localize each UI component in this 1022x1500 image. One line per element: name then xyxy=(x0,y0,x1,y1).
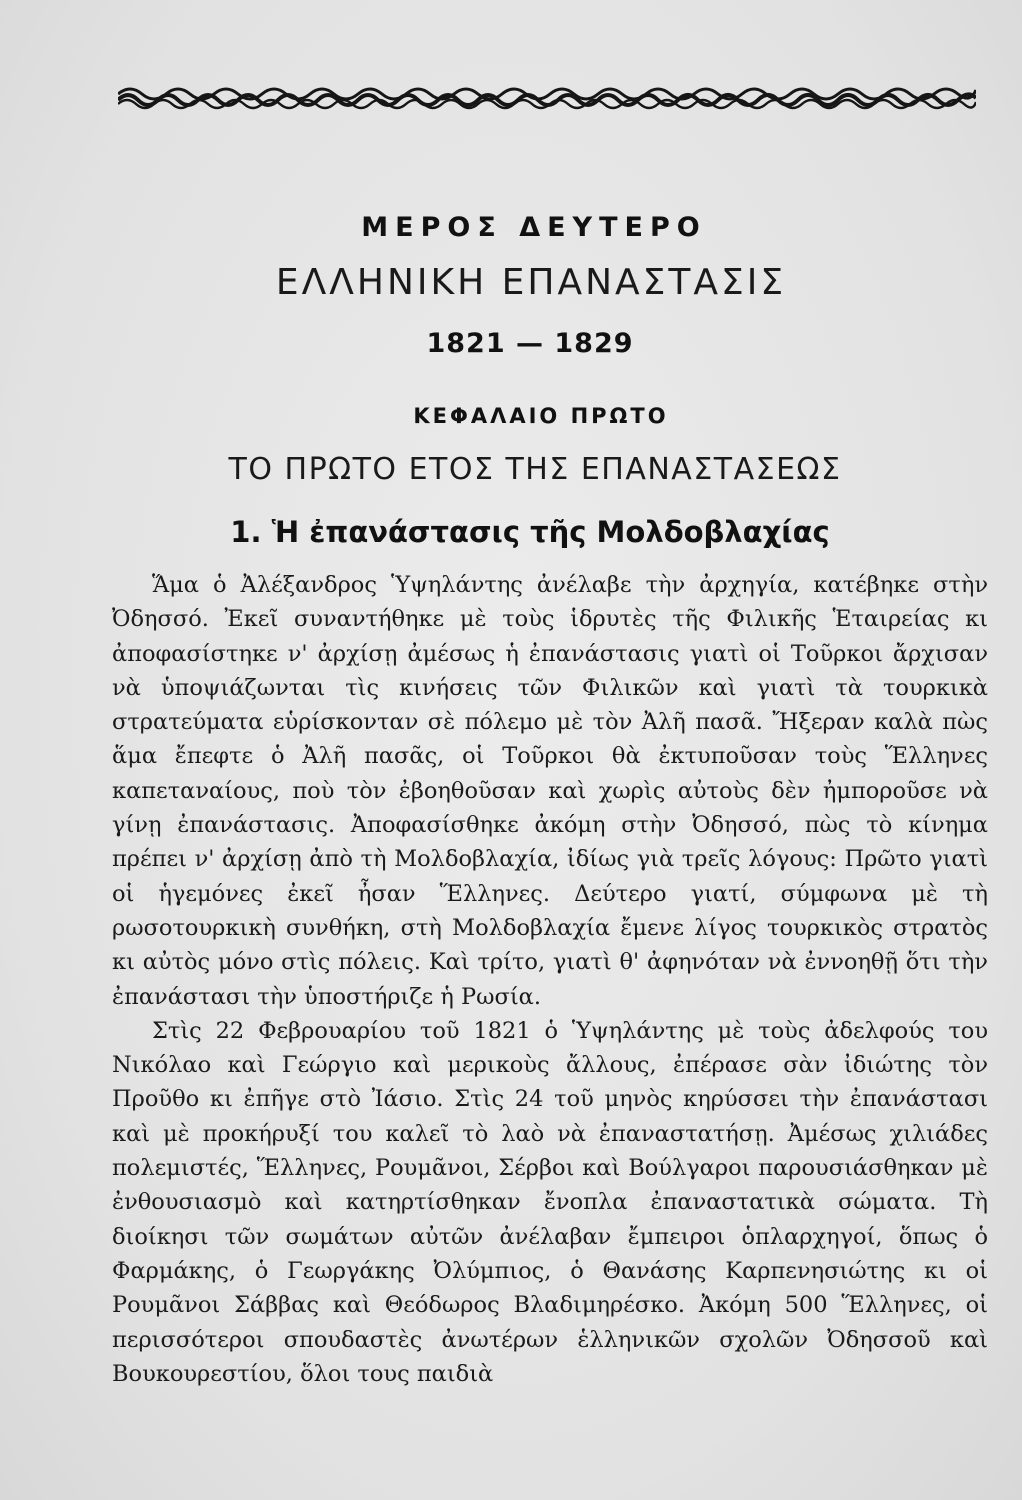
wavy-line-ornament xyxy=(118,76,976,110)
paragraph-1: Ἅμα ὁ Ἀλέξανδρος Ὑψηλάντης ἀνέλαβε τὴν ἀρχηγία, κατέβηκε στὴν Ὀδησσό. Ἐκεῖ συναντήθηκε μὲ τοὺς ἱδρυτὲς τῆς Φιλικῆς Ἑταιρείας κι ἀποφασίστηκε ν' ἀρχίσῃ ἀμέσως ἡ ἐπανάστασις γιατὶ οἱ Τοῦρκοι ἄρχισαν νὰ ὑποψιάζωνται τὶς κινήσεις τῶν Φιλικῶν καὶ γιατὶ τὰ τουρκικὰ στρατεύματα εὑρίσκονταν σὲ πόλεμο μὲ τὸν Ἀλῆ πασᾶ. Ἤξεραν καλὰ πὼς ἅμα ἔπεφτε ὁ Ἀλῆ πασᾶς, οἱ Τοῦρκοι θὰ ἐκτυποῦσαν τοὺς Ἕλληνες καπεταναίους, ποὺ τὸν ἐβοηθοῦσαν καὶ χωρὶς αὐτοὺς δὲν ἠμποροῦσε νὰ γίνῃ ἐπανάστασις. Ἀποφασίσθηκε ἀκόμη στὴν Ὀδησσό, πὼς τὸ κίνημα πρέπει ν' ἀρχίσῃ ἀπὸ τὴ Μολδοβλαχία, ἰδίως γιὰ τρεῖς λόγους: Πρῶτο γιατὶ οἱ ἡγεμόνες ἐκεῖ ἦσαν Ἕλληνες. Δεύτερο γιατί, σύμφωνα μὲ τὴ ρωσοτουρκικὴ συνθήκη, στὴ Μολδοβλαχία ἔμενε λίγος τουρκικὸς στρατὸς κι αὐτὸς μόνο στὶς πόλεις. Καὶ τρίτο, γιατὶ θ' ἀφηνόταν νὰ ἐννοηθῇ ὅτι τὴν ἐπανάστασι τὴν ὑποστήριζε ἡ Ρωσία. xyxy=(112,572,988,1010)
years-range: 1821 — 1829 xyxy=(426,328,634,359)
part-title: ΜΕΡΟΣ ΔΕΥΤΕΡΟ xyxy=(361,212,707,243)
body-text xyxy=(112,568,988,1391)
section-title: 1. Ἡ ἐπανάστασις τῆς Μολδοβλαχίας xyxy=(230,515,830,549)
main-title: ΕΛΛΗΝΙΚΗ ΕΠΑΝΑΣΤΑΣΙΣ xyxy=(275,262,787,303)
paragraph-2: Στὶς 22 Φεβρουαρίου τοῦ 1821 ὁ Ὑψηλάντης μὲ τοὺς ἀδελφούς του Νικόλαο καὶ Γεώργιο καὶ μερικοὺς ἄλλους, ἐπέρασε σὰν ἰδιώτης τὸν Προῦθο κι ἐπῆγε στὸ Ἰάσιο. Στὶς 24 τοῦ μηνὸς κηρύσσει τὴν ἐπανάστασι καὶ μὲ προκήρυξί του καλεῖ τὸ λαὸ νὰ ἐπαναστατήσῃ. Ἀμέσως χιλιάδες πολεμιστές, Ἕλληνες, Ρουμᾶνοι, Σέρβοι καὶ Βούλγαροι παρουσιάσθηκαν μὲ ἐνθουσιασμὸ καὶ κατηρτίσθηκαν ἔνοπλα ἐπαναστατικὰ σώματα. Τὴ διοίκησι τῶν σωμάτων αὐτῶν ἀνέλαβαν ἔμπειροι ὁπλαρχηγοί, ὅπως ὁ Φαρμάκης, ὁ Γεωργάκης Ὀλύμπιος, ὁ Θανάσης Καρπενησιώτης κι οἱ Ρουμᾶνοι Σάββας καὶ Θεόδωρος Βλαδιμηρέσκο. Ἀκόμη 500 Ἕλληνες, οἱ περισσότεροι σπουδαστὲς ἀνωτέρων ἑλληνικῶν σχολῶν Ὀδησσοῦ καὶ Βουκουρεστίου, ὅλοι τους παιδιὰ xyxy=(112,1017,988,1387)
chapter-title: ΤΟ ΠΡΩΤΟ ΕΤΟΣ ΤΗΣ ΕΠΑΝΑΣΤΑΣΕΩΣ xyxy=(228,452,842,487)
chapter-label: ΚΕΦΑΛΑΙΟ ΠΡΩΤΟ xyxy=(413,404,669,428)
